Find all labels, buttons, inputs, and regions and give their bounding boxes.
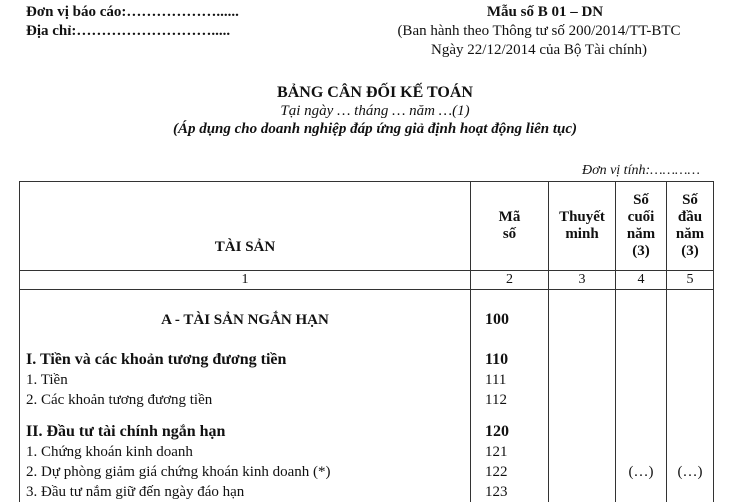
row-note bbox=[549, 482, 616, 502]
column-number: 5 bbox=[667, 271, 714, 290]
row-code: 110 bbox=[471, 350, 549, 370]
row-code: 111 bbox=[471, 370, 549, 390]
table-row bbox=[20, 462, 714, 482]
row-year-begin-value bbox=[667, 370, 714, 390]
currency-unit: Đơn vị tính:………… bbox=[582, 163, 700, 178]
row-code: 122 bbox=[471, 462, 549, 482]
reporting-unit-line: Đơn vị báo cáo:………………...... bbox=[26, 4, 239, 20]
date-line: Tại ngày … tháng … năm …(1) bbox=[280, 103, 470, 119]
row-code: 121 bbox=[471, 442, 549, 462]
row-year-begin-value bbox=[667, 390, 714, 410]
row-code: 123 bbox=[471, 482, 549, 502]
row-code: 112 bbox=[471, 390, 549, 410]
header-year-end: Số cuối năm (3) bbox=[616, 182, 667, 271]
table-row bbox=[20, 442, 714, 462]
row-year-begin-value: (…) bbox=[667, 462, 714, 482]
header-year-begin: Số đầu năm (3) bbox=[667, 182, 714, 271]
column-number: 2 bbox=[471, 271, 549, 290]
table-row bbox=[20, 410, 714, 442]
row-year-end-value bbox=[616, 410, 667, 442]
row-year-end-value bbox=[616, 370, 667, 390]
row-asset-label: 2. Dự phòng giảm giá chứng khoán kinh doanh (*) bbox=[20, 462, 471, 482]
row-note bbox=[549, 462, 616, 482]
row-note bbox=[549, 442, 616, 462]
row-year-end-value bbox=[616, 442, 667, 462]
row-note bbox=[549, 410, 616, 442]
row-asset-label: I. Tiền và các khoản tương đương tiền bbox=[20, 350, 471, 370]
issued-by-line1: (Ban hành theo Thông tư số 200/2014/TT-BTC bbox=[397, 23, 681, 39]
section-a-row bbox=[20, 290, 714, 351]
column-number: 3 bbox=[549, 271, 616, 290]
row-note bbox=[549, 370, 616, 390]
row-asset-label: 3. Đầu tư nắm giữ đến ngày đáo hạn bbox=[20, 482, 471, 502]
header-code: Mã số bbox=[471, 182, 549, 271]
row-year-begin-value bbox=[667, 442, 714, 462]
header-note: Thuyết minh bbox=[549, 182, 616, 271]
row-year-begin-value bbox=[667, 482, 714, 502]
table-row bbox=[20, 370, 714, 390]
row-year-end-value bbox=[616, 350, 667, 370]
form-number: Mẫu số B 01 – DN bbox=[486, 4, 604, 20]
address-line: Địa chỉ:………………………..... bbox=[26, 23, 231, 39]
section-a-code: 100 bbox=[471, 290, 549, 351]
header-assets: TÀI SẢN bbox=[20, 182, 471, 271]
issued-by-line2: Ngày 22/12/2014 của Bộ Tài chính) bbox=[431, 42, 647, 58]
table-row bbox=[20, 482, 714, 502]
row-code: 120 bbox=[471, 410, 549, 442]
row-year-end-value: (…) bbox=[616, 462, 667, 482]
table-row bbox=[20, 390, 714, 410]
applies-to-line: (Áp dụng cho doanh nghiệp đáp ứng giả định hoạt động liên tục) bbox=[172, 121, 578, 137]
document-title: BẢNG CÂN ĐỐI KẾ TOÁN bbox=[277, 84, 473, 101]
table-header-row bbox=[20, 182, 714, 271]
table-row bbox=[20, 350, 714, 370]
row-asset-label: 1. Tiền bbox=[20, 370, 471, 390]
row-note bbox=[549, 390, 616, 410]
row-asset-label: 1. Chứng khoán kinh doanh bbox=[20, 442, 471, 462]
row-year-begin-value bbox=[667, 410, 714, 442]
section-a-label: A - TÀI SẢN NGẮN HẠN bbox=[20, 290, 471, 351]
column-number: 4 bbox=[616, 271, 667, 290]
row-year-end-value bbox=[616, 390, 667, 410]
row-note bbox=[549, 350, 616, 370]
row-year-begin-value bbox=[667, 350, 714, 370]
column-number: 1 bbox=[20, 271, 471, 290]
column-number-row bbox=[20, 271, 714, 290]
row-asset-label: 2. Các khoản tương đương tiền bbox=[20, 390, 471, 410]
balance-sheet-table bbox=[19, 181, 714, 502]
row-asset-label: II. Đầu tư tài chính ngắn hạn bbox=[20, 410, 471, 442]
row-year-end-value bbox=[616, 482, 667, 502]
